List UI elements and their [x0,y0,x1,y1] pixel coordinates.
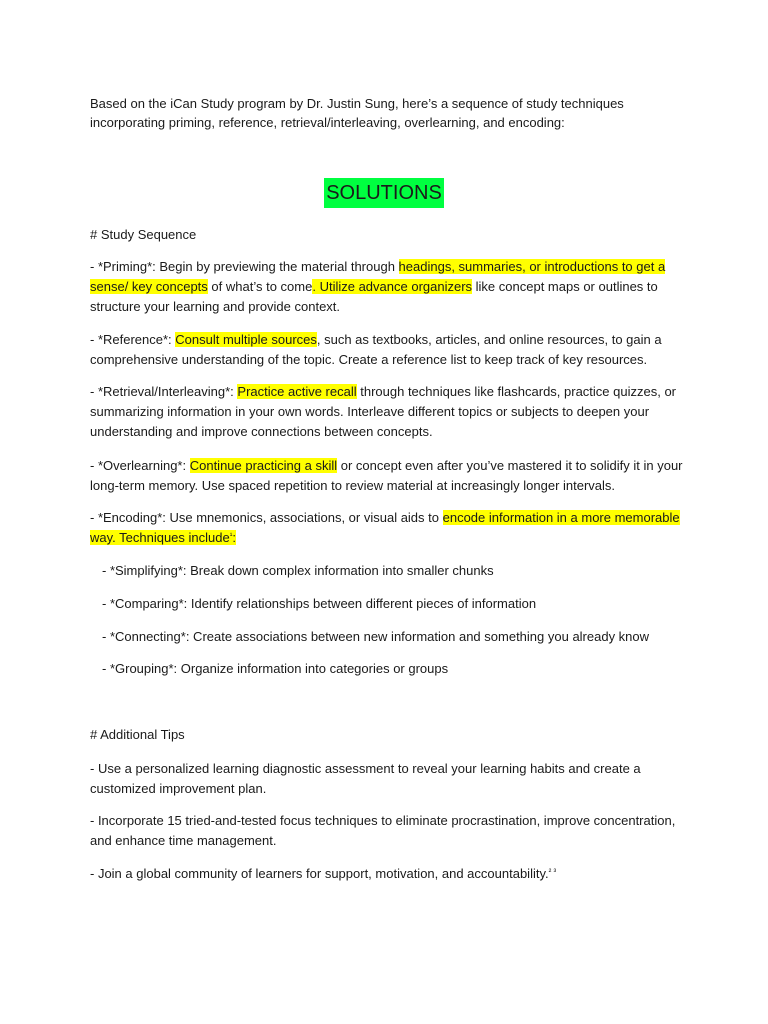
priming-item [90,257,685,317]
encoding-highlight-text: encode information in a more memorable way. Techniques include [90,510,680,545]
reference-highlight: Consult multiple sources [175,332,317,347]
retrieval-text: - *Retrieval/Interleaving*: [90,384,238,399]
priming-text: - *Priming*: Begin by previewing the material through [90,259,399,274]
solutions-title: SOLUTIONS [324,178,444,208]
tip-item-2: - Incorporate 15 tried-and-tested focus techniques to eliminate procrastination, improve concentration, and enhance time management. [90,813,676,848]
encoding-colon: : [232,530,237,545]
footnote-marker-1: ¹ [229,531,233,540]
tip-item-1: - Use a personalized learning diagnostic assessment to reveal your learning habits and create a customized improvement plan. [90,761,641,796]
technique-item-connecting: - *Connecting*: Create associations between new information and something you already know [102,629,650,644]
priming-highlight-1: headings, summaries, or introductions to get a sense/ key concepts [90,259,666,294]
additional-tips-heading: # Additional Tips [90,727,185,742]
tip-item-3 [90,864,685,884]
encoding-item [90,508,685,548]
intro-paragraph: Based on the iCan Study program by Dr. Justin Sung, here’s a sequence of study techniques incorporating priming, reference, retrieval/interleaving, overlearning, and encoding: [90,96,624,130]
priming-text-3: like concept maps or outlines to structure your learning and provide context. [90,279,658,314]
technique-item-comparing: - *Comparing*: Identify relationships between different pieces of information [102,596,537,611]
retrieval-item [90,382,685,442]
overlearning-highlight: Continue practicing a skill [189,458,338,473]
technique-item-grouping: - *Grouping*: Organize information into categories or groups [102,661,449,676]
title-block [0,178,768,208]
technique-item-simplifying: - *Simplifying*: Break down complex information into smaller chunks [102,563,494,578]
reference-text: - *Reference*: [90,332,176,347]
priming-text-2: of what’s to come [207,279,313,294]
footnote-marker-2-3: ² ³ [548,867,557,876]
overlearning-text-2: or concept even after you’ve mastered it to solidify it in your long-term memory. Use spaced repetition to review material at increasingly longer intervals. [90,458,683,493]
tip-3-text: - Join a global community of learners for support, motivation, and accountability. [90,866,549,881]
retrieval-highlight: Practice active recall [237,384,357,399]
reference-text-2: , such as textbooks, articles, and online resources, to gain a comprehensive understanding of the topic. Create a reference list to keep track of key resources. [90,332,662,367]
retrieval-text-2: through techniques like flashcards, practice quizzes, or summarizing information in your own words. Interleave different topics or subjects to deepen your understanding and improve connections between concepts. [90,384,677,439]
overlearning-item [90,456,685,496]
reference-item [90,330,685,370]
encoding-text: - *Encoding*: Use mnemonics, associations, or visual aids to [90,510,443,525]
priming-highlight-2: . Utilize advance organizers [312,279,473,294]
study-sequence-heading: # Study Sequence [90,227,197,242]
overlearning-text: - *Overlearning*: [90,458,190,473]
